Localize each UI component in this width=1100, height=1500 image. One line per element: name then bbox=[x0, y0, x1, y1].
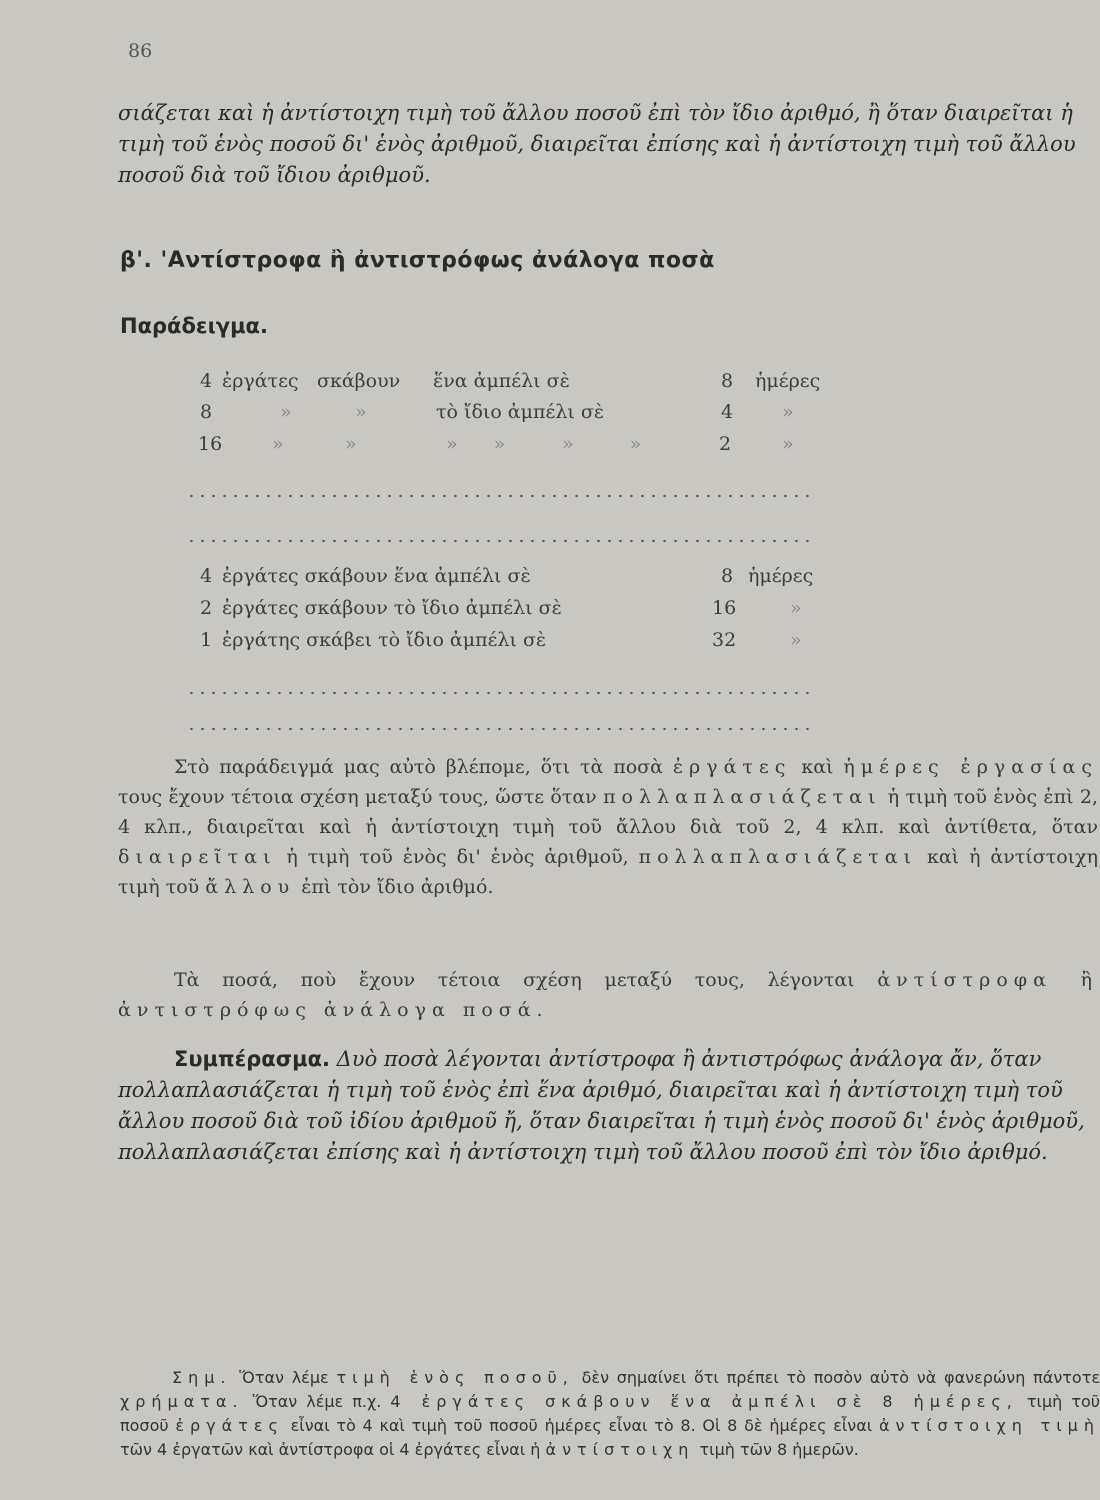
workers-count: 8 bbox=[200, 401, 213, 423]
table2-row bbox=[0, 597, 1100, 625]
definition-paragraph: Τὰ ποσά, ποὺ ἔχουν τέτοια σχέση μεταξύ τους, λέγονται ἀντίστροφα ἢ ἀντιστρόφως ἀνάλογα ποσά. bbox=[118, 969, 1098, 1021]
cell: τὸ ἴδιο ἀμπέλι σὲ bbox=[436, 401, 605, 423]
table2-row bbox=[0, 629, 1100, 657]
workers-count: 4 bbox=[200, 565, 213, 587]
intro-paragraph: σιάζεται καὶ ἡ ἀντίστοιχη τιμὴ τοῦ ἄλλου ποσοῦ ἐπὶ τὸν ἴδιο ἀριθμό, ἢ ὅταν διαιρεῖται ἡ τιμὴ τοῦ ἑνὸς ποσοῦ δι' ἑνὸς ἀριθμοῦ, διαιρεῖται ἐπίσης καὶ ἡ ἀντίστοιχη τιμὴ τοῦ ἄλλου ποσοῦ διὰ τοῦ ἴδιου ἀριθμοῦ. bbox=[118, 101, 1076, 187]
ditto-mark: » bbox=[790, 629, 802, 651]
table1-row bbox=[0, 370, 1100, 398]
unit: ἡμέρες bbox=[748, 565, 814, 587]
ditto-mark: » bbox=[782, 433, 794, 455]
row-text: ἐργάτες σκάβουν τὸ ἴδιο ἀμπέλι σὲ bbox=[222, 597, 562, 619]
days-count: 16 bbox=[712, 597, 737, 619]
section-heading: β'. 'Αντίστροφα ἢ ἀντιστρόφως ἀνάλογα ποσὰ bbox=[120, 248, 715, 273]
cell: σκάβουν bbox=[317, 370, 401, 392]
days-count: 8 bbox=[721, 565, 734, 587]
row-text: ἐργάτες σκάβουν ἕνα ἀμπέλι σὲ bbox=[222, 565, 531, 587]
unit: ἡμέρες bbox=[755, 370, 821, 392]
conclusion-label: Συμπέρασμα. bbox=[174, 1047, 330, 1071]
ditto-mark: » bbox=[790, 597, 802, 619]
conclusion-paragraph: Συμπέρασμα. Δυὸ ποσὰ λέγονται ἀντίστροφα ἢ ἀντιστρόφως ἀνάλογα ἄν, ὅταν πολλαπλασιάζεται ἡ τιμὴ τοῦ ἑνὸς ἐπὶ ἕνα ἀριθμό, διαιρεῖται καὶ ἡ ἀντίστοιχη τιμὴ τοῦ ἄλλου ποσοῦ διὰ τοῦ ἰδίου ἀριθμοῦ ἤ, ὅταν διαιρεῖται ἡ τιμὴ ἑνὸς ποσοῦ δι' ἑνὸς ἀριθμοῦ, πολλαπλασιάζεται ἐπίσης καὶ ἡ ἀντίστοιχη τιμὴ τοῦ ἄλλου ποσοῦ ἐπὶ τὸν ἴδιο ἀριθμό. bbox=[118, 1047, 1085, 1164]
days-count: 32 bbox=[712, 629, 737, 651]
cell: ἕνα ἀμπέλι σὲ bbox=[433, 370, 570, 392]
ditto-mark: » bbox=[272, 433, 284, 455]
table2-row bbox=[0, 565, 1100, 593]
days-count: 4 bbox=[721, 401, 734, 423]
dotted-line bbox=[186, 494, 812, 498]
workers-count: 4 bbox=[200, 370, 213, 392]
workers-count: 16 bbox=[198, 433, 223, 455]
table1-row bbox=[0, 433, 1100, 461]
workers-count: 2 bbox=[200, 597, 213, 619]
row-text: ἐργάτης σκάβει τὸ ἴδιο ἀμπέλι σὲ bbox=[222, 629, 547, 651]
example-heading: Παράδειγμα. bbox=[120, 314, 268, 338]
cell: ἐργάτες bbox=[222, 370, 299, 392]
ditto-mark: » bbox=[782, 401, 794, 423]
dotted-line bbox=[186, 539, 812, 543]
days-count: 2 bbox=[719, 433, 732, 455]
dotted-line bbox=[186, 691, 812, 695]
footnote: Σημ. Ὅταν λέμε τιμὴ ἑνὸς ποσοῦ, δὲν σημαίνει ὅτι πρέπει τὸ ποσὸν αὐτὸ νὰ φανερώνη πάντοτε χρήματα. Ὅταν λέμε π.χ. 4 ἐργάτες σκάβουν ἕνα ἀμπέλι σὲ 8 ἡμέρες, τιμὴ τοῦ ποσοῦ ἐργάτες εἶναι τὸ 4 καὶ τιμὴ τοῦ ποσοῦ ἡμέρες εἶναι τὸ 8. Οἱ 8 δὲ ἡμέρες εἶναι ἀντίστοιχη τιμὴ τῶν 4 ἐργατῶν καὶ ἀντίστροφα οἱ 4 ἐργάτες εἶναι ἡ ἀντίστοιχη τιμὴ τῶν 8 ἡμερῶν. bbox=[120, 1368, 1100, 1459]
days-count: 8 bbox=[721, 370, 734, 392]
ditto-mark: » » bbox=[562, 433, 642, 455]
workers-count: 1 bbox=[200, 629, 213, 651]
ditto-mark: » » bbox=[446, 433, 506, 455]
ditto-mark: » bbox=[345, 433, 357, 455]
explanation-paragraph: Στὸ παράδειγμά μας αὐτὸ βλέπομε, ὅτι τὰ ποσὰ ἐργάτες καὶ ἡμέρες ἐργασίας τους ἔχουν τέτοια σχέση μεταξύ τους, ὥστε ὅταν πολλαπλασιάζεται ἡ τιμὴ τοῦ ἑνὸς ἐπὶ 2, 4 κλπ., διαιρεῖται καὶ ἡ ἀντίστοιχη τιμὴ τοῦ ἄλλου διὰ τοῦ 2, 4 κλπ. καὶ ἀντίθετα, ὅταν διαιρεῖται ἡ τιμὴ τοῦ ἑνὸς δι' ἑνὸς ἀριθμοῦ, πολλαπλασιάζεται καὶ ἡ ἀντίστοιχη τιμὴ τοῦ ἄλλου ἐπὶ τὸν ἴδιο ἀριθμό. bbox=[118, 756, 1099, 898]
page-number: 86 bbox=[128, 40, 153, 62]
dotted-line bbox=[186, 727, 812, 731]
table1-row bbox=[0, 401, 1100, 429]
ditto-mark: » bbox=[280, 401, 292, 423]
ditto-mark: » bbox=[355, 401, 367, 423]
